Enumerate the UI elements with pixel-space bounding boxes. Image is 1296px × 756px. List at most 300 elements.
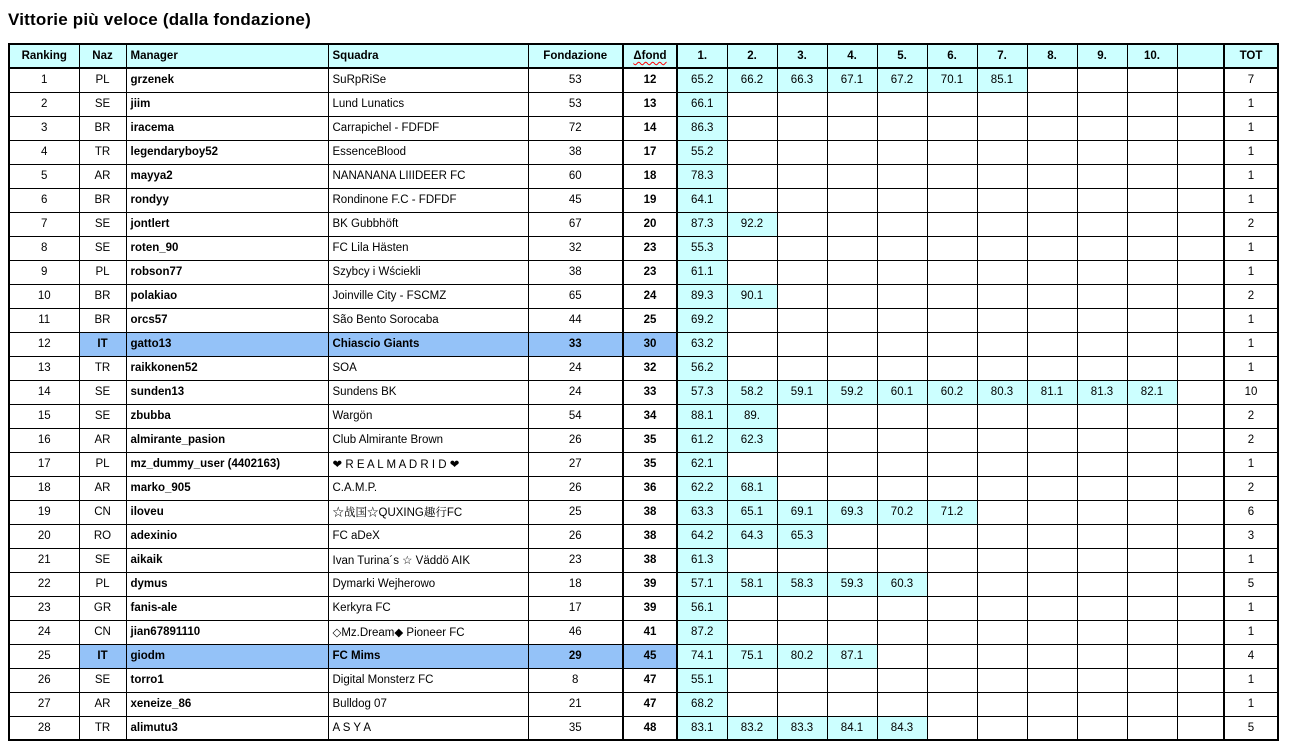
cell-fondazione: 21: [528, 692, 623, 716]
cell-win-10: [1127, 188, 1177, 212]
cell-win-1: 69.2: [677, 308, 727, 332]
cell-blank: [1177, 332, 1224, 356]
cell-total: 1: [1224, 260, 1278, 284]
cell-win-7: [977, 668, 1027, 692]
cell-fondazione: 35: [528, 716, 623, 740]
cell-blank: [1177, 692, 1224, 716]
cell-win-7: [977, 308, 1027, 332]
cell-win-8: [1027, 524, 1077, 548]
cell-manager: iracema: [126, 116, 328, 140]
cell-win-9: [1077, 308, 1127, 332]
column-header-naz: Naz: [79, 44, 126, 68]
cell-squadra: São Bento Sorocaba: [328, 308, 528, 332]
cell-squadra: Dymarki Wejherowo: [328, 572, 528, 596]
cell-fondazione: 24: [528, 356, 623, 380]
cell-blank: [1177, 284, 1224, 308]
column-header-rank-5: 5.: [877, 44, 927, 68]
cell-win-3: [777, 212, 827, 236]
cell-nationality: AR: [79, 164, 126, 188]
cell-win-6: [927, 620, 977, 644]
cell-win-4: [827, 668, 877, 692]
cell-afond: 18: [623, 164, 677, 188]
table-row: [9, 308, 1278, 332]
cell-manager: adexinio: [126, 524, 328, 548]
cell-squadra: Wargön: [328, 404, 528, 428]
cell-nationality: BR: [79, 116, 126, 140]
cell-win-8: [1027, 452, 1077, 476]
cell-afond: 39: [623, 596, 677, 620]
cell-afond: 23: [623, 260, 677, 284]
cell-afond: 38: [623, 548, 677, 572]
cell-total: 1: [1224, 308, 1278, 332]
cell-afond: 33: [623, 380, 677, 404]
cell-win-9: [1077, 68, 1127, 92]
cell-squadra: ◇Mz.Dream◆ Pioneer FC: [328, 620, 528, 644]
cell-win-2: [727, 260, 777, 284]
column-header-rank-3: 3.: [777, 44, 827, 68]
cell-total: 2: [1224, 476, 1278, 500]
cell-squadra: C.A.M.P.: [328, 476, 528, 500]
cell-nationality: TR: [79, 716, 126, 740]
cell-win-8: [1027, 164, 1077, 188]
cell-squadra: Ivan Turina´s ☆ Väddö AIK: [328, 548, 528, 572]
cell-win-10: [1127, 260, 1177, 284]
cell-win-7: 80.3: [977, 380, 1027, 404]
column-header-ranking: Ranking: [9, 44, 79, 68]
cell-win-1: 88.1: [677, 404, 727, 428]
cell-win-5: [877, 428, 927, 452]
cell-win-4: [827, 236, 877, 260]
cell-total: 5: [1224, 572, 1278, 596]
cell-win-8: [1027, 404, 1077, 428]
cell-win-3: 69.1: [777, 500, 827, 524]
cell-win-4: [827, 92, 877, 116]
cell-win-10: [1127, 668, 1177, 692]
cell-squadra: SOA: [328, 356, 528, 380]
cell-nationality: PL: [79, 452, 126, 476]
cell-win-1: 87.2: [677, 620, 727, 644]
cell-win-3: 66.3: [777, 68, 827, 92]
cell-win-10: [1127, 140, 1177, 164]
cell-win-5: [877, 404, 927, 428]
table-row: [9, 188, 1278, 212]
cell-win-3: [777, 620, 827, 644]
cell-win-6: [927, 140, 977, 164]
cell-win-3: 59.1: [777, 380, 827, 404]
cell-manager: dymus: [126, 572, 328, 596]
table-row: [9, 524, 1278, 548]
cell-win-6: [927, 404, 977, 428]
cell-afond: 12: [623, 68, 677, 92]
table-row: [9, 236, 1278, 260]
cell-blank: [1177, 260, 1224, 284]
cell-afond: 34: [623, 404, 677, 428]
table-row: [9, 332, 1278, 356]
cell-blank: [1177, 572, 1224, 596]
cell-win-4: [827, 308, 877, 332]
cell-blank: [1177, 68, 1224, 92]
cell-afond: 35: [623, 428, 677, 452]
cell-total: 1: [1224, 92, 1278, 116]
cell-win-4: [827, 404, 877, 428]
cell-win-4: [827, 620, 877, 644]
cell-win-6: [927, 596, 977, 620]
table-row: [9, 164, 1278, 188]
cell-win-8: [1027, 308, 1077, 332]
cell-blank: [1177, 92, 1224, 116]
cell-win-2: 65.1: [727, 500, 777, 524]
cell-win-6: [927, 644, 977, 668]
cell-win-8: [1027, 596, 1077, 620]
cell-win-2: [727, 596, 777, 620]
cell-win-9: [1077, 356, 1127, 380]
cell-nationality: RO: [79, 524, 126, 548]
cell-win-8: [1027, 500, 1077, 524]
cell-blank: [1177, 140, 1224, 164]
table-row: [9, 452, 1278, 476]
cell-win-6: [927, 308, 977, 332]
cell-blank: [1177, 476, 1224, 500]
cell-squadra: Digital Monsterz FC: [328, 668, 528, 692]
cell-win-2: 75.1: [727, 644, 777, 668]
cell-win-10: [1127, 620, 1177, 644]
cell-win-6: 71.2: [927, 500, 977, 524]
cell-win-7: [977, 644, 1027, 668]
cell-win-5: [877, 92, 927, 116]
cell-nationality: AR: [79, 476, 126, 500]
cell-win-6: [927, 692, 977, 716]
cell-win-4: 67.1: [827, 68, 877, 92]
cell-win-8: [1027, 716, 1077, 740]
cell-manager: mz_dummy_user (4402163): [126, 452, 328, 476]
cell-win-6: [927, 476, 977, 500]
table-row: [9, 476, 1278, 500]
cell-ranking: 7: [9, 212, 79, 236]
cell-win-4: [827, 524, 877, 548]
column-header-rank-8: 8.: [1027, 44, 1077, 68]
cell-nationality: CN: [79, 620, 126, 644]
table-header-row: [9, 44, 1278, 68]
cell-win-4: [827, 116, 877, 140]
cell-win-1: 57.1: [677, 572, 727, 596]
cell-win-5: [877, 140, 927, 164]
cell-win-2: 58.2: [727, 380, 777, 404]
cell-manager: zbubba: [126, 404, 328, 428]
cell-win-2: [727, 236, 777, 260]
table-row: [9, 260, 1278, 284]
cell-afond: 47: [623, 692, 677, 716]
cell-win-5: [877, 476, 927, 500]
cell-win-10: 82.1: [1127, 380, 1177, 404]
cell-win-4: [827, 332, 877, 356]
cell-win-7: [977, 236, 1027, 260]
cell-manager: jontlert: [126, 212, 328, 236]
cell-blank: [1177, 404, 1224, 428]
cell-win-8: [1027, 572, 1077, 596]
cell-win-10: [1127, 92, 1177, 116]
cell-fondazione: 65: [528, 284, 623, 308]
cell-win-8: [1027, 140, 1077, 164]
cell-blank: [1177, 428, 1224, 452]
cell-win-6: [927, 524, 977, 548]
cell-total: 2: [1224, 212, 1278, 236]
cell-ranking: 4: [9, 140, 79, 164]
cell-win-9: [1077, 548, 1127, 572]
cell-win-7: [977, 164, 1027, 188]
cell-win-4: [827, 692, 877, 716]
cell-afond: 41: [623, 620, 677, 644]
cell-win-1: 63.2: [677, 332, 727, 356]
cell-win-7: [977, 92, 1027, 116]
cell-afond: 25: [623, 308, 677, 332]
cell-win-8: [1027, 476, 1077, 500]
cell-win-1: 87.3: [677, 212, 727, 236]
cell-win-3: [777, 356, 827, 380]
cell-win-1: 56.1: [677, 596, 727, 620]
cell-win-5: [877, 116, 927, 140]
column-header-afond-label: Δfond: [633, 50, 667, 62]
cell-ranking: 8: [9, 236, 79, 260]
cell-squadra: Club Almirante Brown: [328, 428, 528, 452]
cell-squadra: Carrapichel - FDFDF: [328, 116, 528, 140]
cell-win-3: [777, 164, 827, 188]
cell-win-7: [977, 692, 1027, 716]
cell-win-7: [977, 716, 1027, 740]
cell-win-6: [927, 92, 977, 116]
cell-win-10: [1127, 164, 1177, 188]
cell-win-3: [777, 668, 827, 692]
cell-squadra: Joinville City - FSCMZ: [328, 284, 528, 308]
cell-ranking: 28: [9, 716, 79, 740]
cell-win-9: [1077, 620, 1127, 644]
cell-win-10: [1127, 452, 1177, 476]
cell-squadra: Bulldog 07: [328, 692, 528, 716]
cell-squadra: ☆战国☆QUXING趣行FC: [328, 500, 528, 524]
cell-total: 1: [1224, 116, 1278, 140]
table-row: [9, 356, 1278, 380]
cell-win-7: [977, 356, 1027, 380]
cell-win-3: [777, 284, 827, 308]
cell-ranking: 19: [9, 500, 79, 524]
cell-win-6: 70.1: [927, 68, 977, 92]
cell-win-5: 60.1: [877, 380, 927, 404]
cell-win-9: [1077, 140, 1127, 164]
table-row: [9, 380, 1278, 404]
cell-fondazione: 18: [528, 572, 623, 596]
cell-squadra: ❤ R E A L M A D R I D ❤: [328, 452, 528, 476]
cell-manager: mayya2: [126, 164, 328, 188]
cell-win-5: [877, 644, 927, 668]
column-header-rank-9: 9.: [1077, 44, 1127, 68]
cell-win-7: [977, 140, 1027, 164]
cell-win-5: [877, 620, 927, 644]
cell-ranking: 11: [9, 308, 79, 332]
cell-win-3: [777, 188, 827, 212]
cell-win-9: [1077, 452, 1127, 476]
cell-squadra: EssenceBlood: [328, 140, 528, 164]
cell-squadra: BK Gubbhöft: [328, 212, 528, 236]
cell-nationality: SE: [79, 92, 126, 116]
table-header: [9, 44, 1278, 68]
cell-win-10: [1127, 284, 1177, 308]
cell-afond: 19: [623, 188, 677, 212]
cell-nationality: SE: [79, 668, 126, 692]
cell-win-6: 60.2: [927, 380, 977, 404]
table-row: [9, 68, 1278, 92]
cell-nationality: PL: [79, 260, 126, 284]
ranking-table: [8, 43, 1279, 741]
cell-win-10: [1127, 692, 1177, 716]
cell-win-1: 64.1: [677, 188, 727, 212]
cell-win-5: [877, 308, 927, 332]
cell-win-7: [977, 260, 1027, 284]
cell-squadra: Rondinone F.C - FDFDF: [328, 188, 528, 212]
cell-afond: 30: [623, 332, 677, 356]
cell-win-2: [727, 668, 777, 692]
cell-win-8: [1027, 644, 1077, 668]
column-header-afond: [623, 44, 677, 68]
cell-manager: almirante_pasion: [126, 428, 328, 452]
cell-win-9: [1077, 692, 1127, 716]
cell-afond: 14: [623, 116, 677, 140]
cell-win-6: [927, 452, 977, 476]
cell-blank: [1177, 380, 1224, 404]
cell-win-6: [927, 260, 977, 284]
column-header-rank-10: 10.: [1127, 44, 1177, 68]
cell-win-4: 87.1: [827, 644, 877, 668]
cell-win-9: [1077, 92, 1127, 116]
cell-win-10: [1127, 572, 1177, 596]
cell-win-5: 70.2: [877, 500, 927, 524]
cell-blank: [1177, 164, 1224, 188]
cell-nationality: SE: [79, 404, 126, 428]
cell-win-2: [727, 692, 777, 716]
cell-total: 2: [1224, 284, 1278, 308]
cell-win-2: [727, 164, 777, 188]
cell-fondazione: 8: [528, 668, 623, 692]
cell-total: 7: [1224, 68, 1278, 92]
cell-win-10: [1127, 500, 1177, 524]
cell-win-5: [877, 524, 927, 548]
cell-win-5: 84.3: [877, 716, 927, 740]
cell-afond: 35: [623, 452, 677, 476]
cell-win-8: [1027, 620, 1077, 644]
cell-win-6: [927, 428, 977, 452]
cell-blank: [1177, 548, 1224, 572]
cell-win-8: [1027, 356, 1077, 380]
cell-fondazione: 25: [528, 500, 623, 524]
cell-win-5: [877, 212, 927, 236]
column-header-blank: [1177, 44, 1224, 68]
cell-total: 1: [1224, 164, 1278, 188]
cell-win-6: [927, 572, 977, 596]
cell-win-4: [827, 212, 877, 236]
cell-fondazione: 32: [528, 236, 623, 260]
cell-win-7: [977, 452, 1027, 476]
cell-win-3: [777, 92, 827, 116]
cell-win-10: [1127, 548, 1177, 572]
cell-win-3: [777, 692, 827, 716]
cell-manager: orcs57: [126, 308, 328, 332]
cell-win-1: 78.3: [677, 164, 727, 188]
cell-win-7: [977, 596, 1027, 620]
cell-total: 1: [1224, 452, 1278, 476]
cell-win-4: 59.2: [827, 380, 877, 404]
cell-fondazione: 26: [528, 428, 623, 452]
cell-win-9: [1077, 524, 1127, 548]
cell-nationality: IT: [79, 644, 126, 668]
cell-win-3: 58.3: [777, 572, 827, 596]
cell-win-1: 64.2: [677, 524, 727, 548]
cell-win-8: [1027, 236, 1077, 260]
cell-blank: [1177, 500, 1224, 524]
cell-win-4: 59.3: [827, 572, 877, 596]
cell-win-9: [1077, 332, 1127, 356]
cell-win-7: [977, 284, 1027, 308]
cell-win-7: [977, 404, 1027, 428]
cell-ranking: 6: [9, 188, 79, 212]
cell-win-6: [927, 188, 977, 212]
cell-win-1: 57.3: [677, 380, 727, 404]
cell-win-8: [1027, 116, 1077, 140]
cell-win-10: [1127, 116, 1177, 140]
cell-win-3: [777, 140, 827, 164]
cell-fondazione: 44: [528, 308, 623, 332]
cell-manager: rondyy: [126, 188, 328, 212]
cell-nationality: BR: [79, 188, 126, 212]
table-row: [9, 716, 1278, 740]
table-row: [9, 428, 1278, 452]
cell-win-4: 69.3: [827, 500, 877, 524]
cell-afond: 39: [623, 572, 677, 596]
cell-win-8: [1027, 428, 1077, 452]
cell-win-8: [1027, 692, 1077, 716]
cell-blank: [1177, 716, 1224, 740]
cell-win-10: [1127, 308, 1177, 332]
cell-manager: jiim: [126, 92, 328, 116]
cell-win-6: [927, 284, 977, 308]
cell-nationality: SE: [79, 380, 126, 404]
cell-win-9: [1077, 716, 1127, 740]
cell-win-7: [977, 524, 1027, 548]
cell-win-7: [977, 116, 1027, 140]
cell-win-10: [1127, 236, 1177, 260]
cell-win-3: [777, 332, 827, 356]
cell-total: 2: [1224, 404, 1278, 428]
cell-win-8: [1027, 188, 1077, 212]
cell-nationality: GR: [79, 596, 126, 620]
cell-win-2: [727, 548, 777, 572]
cell-win-8: [1027, 92, 1077, 116]
cell-win-8: [1027, 668, 1077, 692]
cell-win-6: [927, 668, 977, 692]
cell-win-5: [877, 284, 927, 308]
cell-win-5: [877, 668, 927, 692]
cell-fondazione: 38: [528, 140, 623, 164]
cell-win-9: 81.3: [1077, 380, 1127, 404]
cell-total: 1: [1224, 332, 1278, 356]
cell-afond: 47: [623, 668, 677, 692]
cell-win-7: [977, 212, 1027, 236]
cell-blank: [1177, 596, 1224, 620]
cell-win-9: [1077, 668, 1127, 692]
cell-ranking: 3: [9, 116, 79, 140]
table-row: [9, 596, 1278, 620]
cell-fondazione: 24: [528, 380, 623, 404]
cell-win-1: 86.3: [677, 116, 727, 140]
column-header-rank-6: 6.: [927, 44, 977, 68]
cell-win-3: [777, 428, 827, 452]
